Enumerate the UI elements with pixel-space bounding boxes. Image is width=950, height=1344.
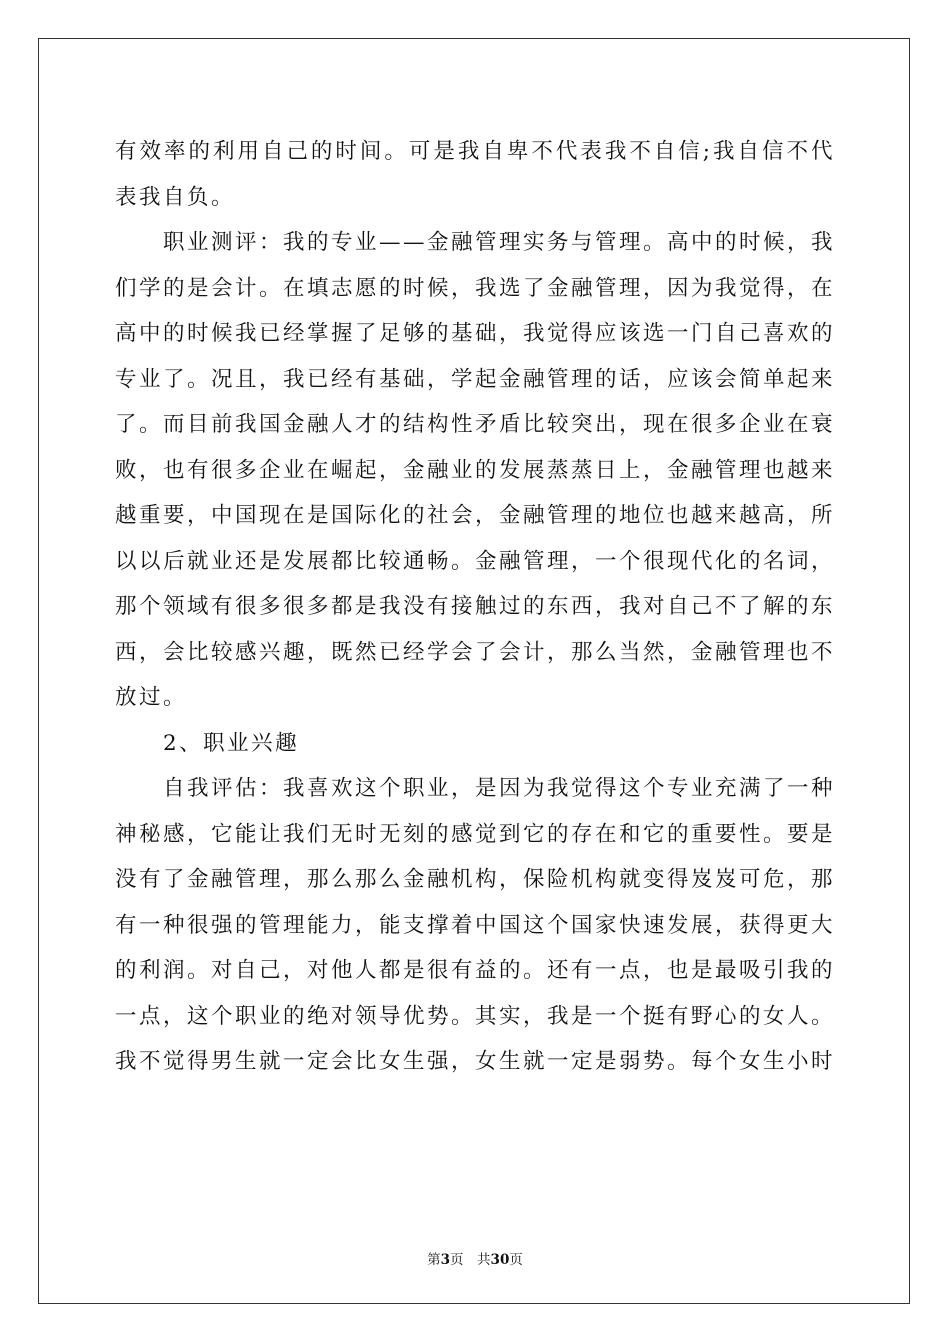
page-label-mid: 页 共 bbox=[450, 1252, 491, 1268]
paragraph-1: 有效率的利用自己的时间。可是我自卑不代表我不自信;我自信不代表我自负。 bbox=[115, 139, 835, 210]
page-current: 3 bbox=[440, 1252, 451, 1268]
paragraph-self-assessment: 自我评估：我喜欢这个职业，是因为我觉得这个专业充满了一种神秘感，它能让我们无时无刻的感觉到它的存在和它的重要性。要是没有了金融管理，那么那么金融机构，保险机构就变得岌岌可危，那有一种很强的管理能力，能支撑着中国这个国家快速发展，获得更大的利润。对自己，对他人都是很有益的。还有一点，也是最吸引我的一点，这个职业的绝对领导优势。其实，我是一个挺有野心的女人。我不觉得男生就一定会比女生强，女生就一定是弱势。每个女生小时 bbox=[115, 776, 836, 1074]
paragraph-career-assessment: 职业测评：我的专业——金融管理实务与管理。高中的时候，我们学的是会计。在填志愿的时候，我选了金融管理，因为我觉得，在高中的时候我已经掌握了足够的基础，我觉得应该选一门自己喜欢的专业了。况且，我已经有基础，学起金融管理的话，应该会简单起来了。而目前我国金融人才的结构性矛盾比较突出，现在很多企业在衰败，也有很多企业在崛起，金融业的发展蒸蒸日上，金融管理也越来越重要，中国现在是国际化的社会，金融管理的地位也越来越高，所以以后就业还是发展都比较通畅。金融管理，一个很现代化的名词，那个领域有很多很多都是我没有接触过的东西，我对自己不了解的东西，会比较感兴趣，既然已经学会了会计，那么当然，金融管理也不放过。 bbox=[115, 230, 836, 710]
section-heading-career-interest: 2、职业兴趣 bbox=[163, 730, 300, 756]
page-label-prefix: 第 bbox=[427, 1252, 441, 1268]
document-body bbox=[115, 129, 835, 1085]
page-footer bbox=[0, 1248, 950, 1268]
page-label-suffix: 页 bbox=[509, 1252, 523, 1268]
page-total: 30 bbox=[490, 1252, 510, 1268]
